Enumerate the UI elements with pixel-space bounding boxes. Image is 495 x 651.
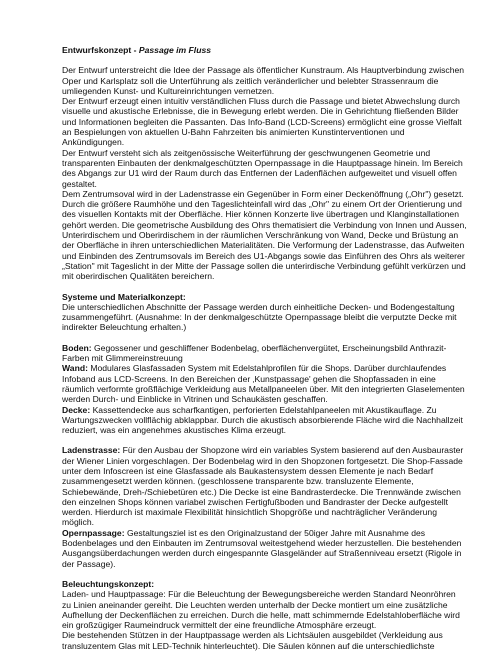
material-wand — [62, 363, 467, 404]
material-boden — [62, 343, 467, 364]
material-boden-text: Gegossener und geschliffener Bodenbelag, oberflächenvergütet, Erscheinungsbild Anthrazit-Farben mit Glimmereinstreuung — [62, 342, 447, 364]
systeme-paragraph: Die unterschiedlichen Abschnitte der Passage werden durch einheitliche Decken- und Bodengestaltung zusammengeführt. (Ausnahme: In der denkmalgeschützte Opernpassage bleibt die verputzte Decke mit indirekter Beleuchtung erhalten.) — [62, 301, 457, 333]
material-boden-label: Boden: — [62, 342, 92, 353]
material-decke — [62, 405, 467, 436]
document-title — [62, 45, 467, 55]
ladenstrasse-label: Ladenstrasse: — [62, 445, 121, 456]
ladenstrasse-paragraph — [62, 445, 467, 527]
title-main: Entwurfskonzept - — [62, 45, 137, 55]
beleuchtung-paragraph-1: Laden- und Hauptpassage: Für die Beleuchtung der Bewegungsbereiche werden Standard Neonröhren zu Linien aneinander gereiht. Die Leuchten werden unterhalb der Decke montiert um eine zusätzliche Aufhellung der Deckenflächen zu erreichen. Durch die helle, matt schimmernde Edelstahloberfläche wird ein großzügiger Raumeindruck vermittelt der eine freundliche Atmosphäre erzeugt. — [62, 589, 460, 631]
intro-paragraph-1: Der Entwurf unterstreicht die Idee der Passage als öffentlicher Kunstraum. Als Hauptverbindung zwischen Oper und Karlsplatz soll die Unterführung als zeitlich veränderlicher und belebter Strassenraum die umliegenden Kunst- und Kultureinrichtungen vernetzen. — [62, 65, 465, 96]
opernpassage-text: Gestaltungsziel ist es den Originalzustand der 50iger Jahre mit Ausnahme des Bodenbelages und den Einbauten im Zentrumsoval weitestgehend wieder herzustellen. Die bestehenden Ausgangsüberdachungen werden durch eingespannte Glasgeländer auf Straßenniveau ersetzt (Rigole in der Passage). — [62, 527, 462, 569]
title-subtitle: Passage im Fluss — [138, 45, 212, 55]
material-wand-label: Wand: — [62, 363, 88, 374]
opernpassage-paragraph — [62, 528, 467, 569]
intro-paragraph-3: Der Entwurf versteht sich als zeitgenössische Weiterführung der geschwungenen Geometrie und transparenten Einbauten der denkmalgeschützten Opernpassage in die Hauptpassage hinein. Im Bereich des Abgangs zur U1 wird der Raum durch das Entfernen der Ladenflächen aufgeweitet und visuell offen gestaltet. — [62, 147, 463, 189]
opernpassage-label: Opernpassage: — [62, 527, 125, 538]
material-decke-label: Decke: — [62, 404, 91, 415]
material-decke-text: Kassettendecke aus scharfkantigen, perforierten Edelstahlpaneelen mit Akustikauflage. Zu Wartungszwecken vollflächig abklappbar. Durch die akustisch absorbierende Fläche wird die Nachhallzeit reduziert, was ein angenehmes akustisches Klima erzeugt. — [62, 404, 463, 436]
section-heading-systeme: Systeme und Materialkonzept: — [62, 291, 186, 302]
intro-paragraph-2: Der Entwurf erzeugt einen intuitiv verständlichen Fluss durch die Passage und bietet Abwechslung durch visuelle und akustische Erlebnisse, die in Bewegung erlebt werden. Die in Gehrichtung fließenden Bilder und Informationen begleiten die Passanten. Das Info-Band (LCD-Screens) ermöglicht eine grosse Vielfalt an Bespielungen von aktuellen U-Bahn Fahrzeiten bis animierten Kunstinterventionen und Ankündigungen. — [62, 96, 462, 148]
intro-paragraph-4: Dem Zentrumsoval wird in der Ladenstrasse ein Gegenüber in Form einer Deckenöffnung („Ohr") gesetzt. Durch die größere Raumhöhe und den Tageslichteinfall wird das „Ohr" zu einem Ort der Orientierung und des visuellen Kontakts mit der Oberfläche. Hier können Konzerte live übertragen und Klanginstallationen gehört werden. Die geometrische Ausbildung des Ohrs thematisiert die Verbindung von Innen und Aussen, Unterirdischem und Oberirdischem in der räumlichen Verschränkung von Wand, Decke und Brüstung an der Oberfläche in ihren unterschiedlichen Materialitäten. Die Verformung der Ladenstrasse, das Aufweiten und Einbinden des Zentrumsovals im Bereich des U1-Abgangs sowie das Einführen des Ohrs als weiterer „Station" mit Tageslicht in der Mitte der Passage sollen die unterirdische Verbindung gefühlt verkürzen und mit oberirdischen Qualitäten bereichern. — [62, 188, 467, 282]
ladenstrasse-text: Für den Ausbau der Shopzone wird ein variables System basierend auf den Ausbauraster der Wiener Linien vorgeschlagen. Der Bodenbelag wird in den Shopzonen fortgesetzt. Die Shop-Fassade unter dem Infoscreen ist eine Glasfassade als Baukastensystem dessen Elemente je nach Bedarf zusammengesetzt werden können. (geschlossene transparente bzw. transluzente Elemente, Schiebewände, Dreh-/Schiebetüren etc.) Die Decke ist eine Bandrasterdecke. Die Trennwände zwischen den einzelnen Shops können variabel zwischen Fertigfußboden und Bandraster der Decke aufgestellt werden. Hierdurch ist maximale Flexibilität hinsichtlich Shopgröße und nachträglicher Veränderung möglich. — [62, 445, 464, 528]
material-wand-text: Modulares Glasfassaden System mit Edelstahlprofilen für die Shops. Darüber durchlaufendes Infoband aus LCD-Screens. In den Bereichen der ‚Kunstpassage' gehen die Shopfassaden in eine räumlich verformte großflächige Verkleidung aus Metallpaneelen über. Mit den integrierten Glaselementen werden Durch- und Einblicke in Vitrinen und Schaukästen geschaffen. — [62, 363, 465, 405]
beleuchtung-paragraph-2: Die bestehenden Stützen in der Hauptpassage werden als Lichtsäulen ausgebildet (Verkleidung aus transluzentem Glas mit LED-Technik hinterleuchtet). Die Säulen können auf die unterschiedlichste — [62, 630, 443, 651]
section-heading-beleuchtung: Beleuchtungskonzept: — [62, 578, 155, 589]
